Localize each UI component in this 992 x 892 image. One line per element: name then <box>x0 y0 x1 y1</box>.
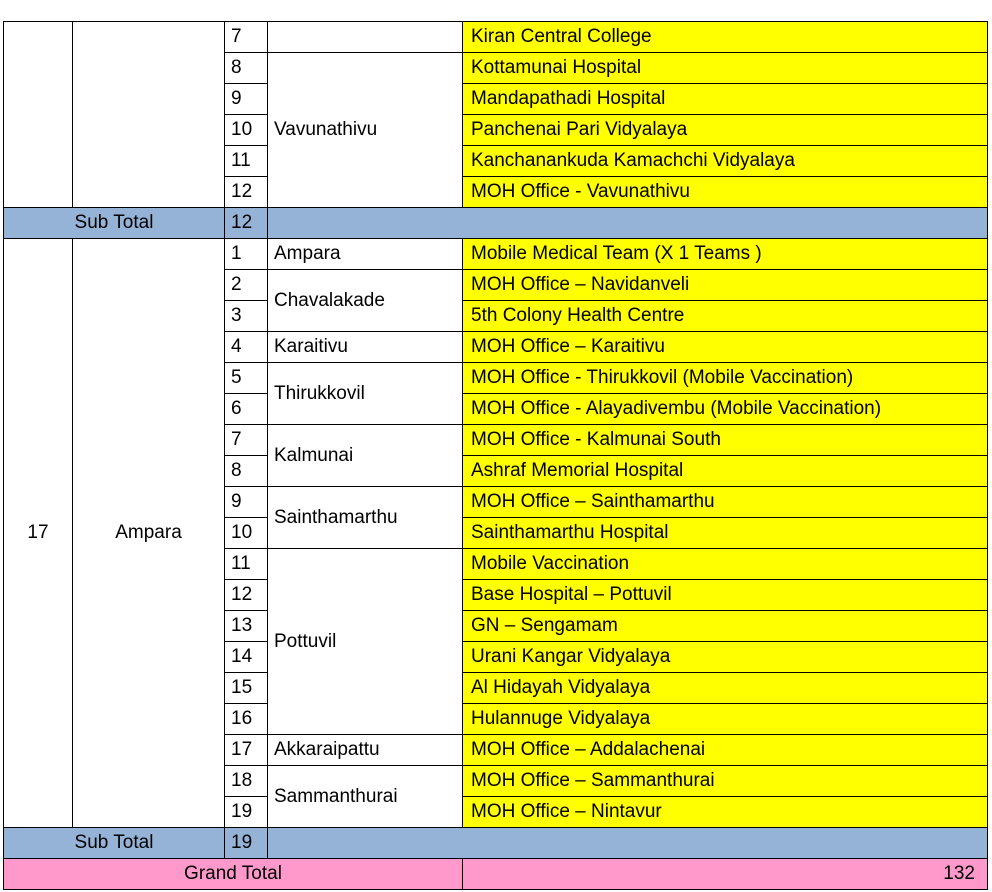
district-cell: Ampara <box>73 239 225 828</box>
row-number: 7 <box>225 22 268 53</box>
vaccination-centres-table <box>3 21 988 890</box>
centre-name: Mobile Medical Team (X 1 Teams ) <box>463 239 988 270</box>
row-number: 8 <box>225 53 268 84</box>
subtotal-label: Sub Total <box>4 208 225 239</box>
moh-area-cell: Thirukkovil <box>268 363 463 425</box>
row-number: 10 <box>225 115 268 146</box>
district-no-cell <box>4 22 73 208</box>
row-number: 7 <box>225 425 268 456</box>
row-number: 4 <box>225 332 268 363</box>
centre-name: MOH Office – Karaitivu <box>463 332 988 363</box>
centre-name: MOH Office - Kalmunai South <box>463 425 988 456</box>
moh-area-cell: Akkaraipattu <box>268 735 463 766</box>
row-number: 6 <box>225 394 268 425</box>
centre-name: Mandapathadi Hospital <box>463 84 988 115</box>
centre-name: 5th Colony Health Centre <box>463 301 988 332</box>
row-number: 10 <box>225 518 268 549</box>
centre-name: MOH Office - Thirukkovil (Mobile Vaccination) <box>463 363 988 394</box>
moh-area-cell: Sainthamarthu <box>268 487 463 549</box>
row-number: 18 <box>225 766 268 797</box>
grand-total-row <box>4 859 988 890</box>
row-number: 13 <box>225 611 268 642</box>
district-no-cell: 17 <box>4 239 73 828</box>
district-cell <box>73 22 225 208</box>
centre-name: Sainthamarthu Hospital <box>463 518 988 549</box>
row-number: 14 <box>225 642 268 673</box>
centre-name: Hulannuge Vidyalaya <box>463 704 988 735</box>
centre-name: Urani Kangar Vidyalaya <box>463 642 988 673</box>
centre-name: Base Hospital – Pottuvil <box>463 580 988 611</box>
grand-total-label: Grand Total <box>4 859 463 890</box>
row-number: 9 <box>225 487 268 518</box>
centre-name: MOH Office – Sainthamarthu <box>463 487 988 518</box>
centre-name: GN – Sengamam <box>463 611 988 642</box>
moh-area-cell: Chavalakade <box>268 270 463 332</box>
moh-area-cell: Pottuvil <box>268 549 463 735</box>
subtotal-empty <box>268 828 988 859</box>
row-number: 12 <box>225 177 268 208</box>
row-number: 15 <box>225 673 268 704</box>
row-number: 11 <box>225 549 268 580</box>
subtotal-label: Sub Total <box>4 828 225 859</box>
row-number: 3 <box>225 301 268 332</box>
centre-name: Ashraf Memorial Hospital <box>463 456 988 487</box>
subtotal-row <box>4 208 988 239</box>
row-number: 2 <box>225 270 268 301</box>
row-number: 9 <box>225 84 268 115</box>
centre-name: Kanchanankuda Kamachchi Vidyalaya <box>463 146 988 177</box>
row-number: 19 <box>225 797 268 828</box>
centre-name: Kottamunai Hospital <box>463 53 988 84</box>
centre-name: Al Hidayah Vidyalaya <box>463 673 988 704</box>
row-number: 1 <box>225 239 268 270</box>
row-number: 16 <box>225 704 268 735</box>
centre-name: MOH Office - Alayadivembu (Mobile Vaccination) <box>463 394 988 425</box>
centre-name: MOH Office - Vavunathivu <box>463 177 988 208</box>
row-number: 12 <box>225 580 268 611</box>
row-number: 8 <box>225 456 268 487</box>
subtotal-value: 19 <box>225 828 268 859</box>
row-number: 5 <box>225 363 268 394</box>
subtotal-empty <box>268 208 988 239</box>
centre-name: MOH Office – Sammanthurai <box>463 766 988 797</box>
centre-name: Mobile Vaccination <box>463 549 988 580</box>
table-row <box>4 239 988 270</box>
centre-name: MOH Office – Addalachenai <box>463 735 988 766</box>
centre-name: MOH Office – Navidanveli <box>463 270 988 301</box>
row-number: 17 <box>225 735 268 766</box>
moh-area-cell: Sammanthurai <box>268 766 463 828</box>
table-row <box>4 22 988 53</box>
subtotal-row <box>4 828 988 859</box>
moh-area-cell: Kalmunai <box>268 425 463 487</box>
grand-total-value: 132 <box>463 859 988 890</box>
subtotal-value: 12 <box>225 208 268 239</box>
moh-area-cell: Vavunathivu <box>268 53 463 208</box>
moh-area-cell <box>268 22 463 53</box>
centre-name: MOH Office – Nintavur <box>463 797 988 828</box>
centre-name: Panchenai Pari Vidyalaya <box>463 115 988 146</box>
row-number: 11 <box>225 146 268 177</box>
moh-area-cell: Ampara <box>268 239 463 270</box>
centre-name: Kiran Central College <box>463 22 988 53</box>
moh-area-cell: Karaitivu <box>268 332 463 363</box>
